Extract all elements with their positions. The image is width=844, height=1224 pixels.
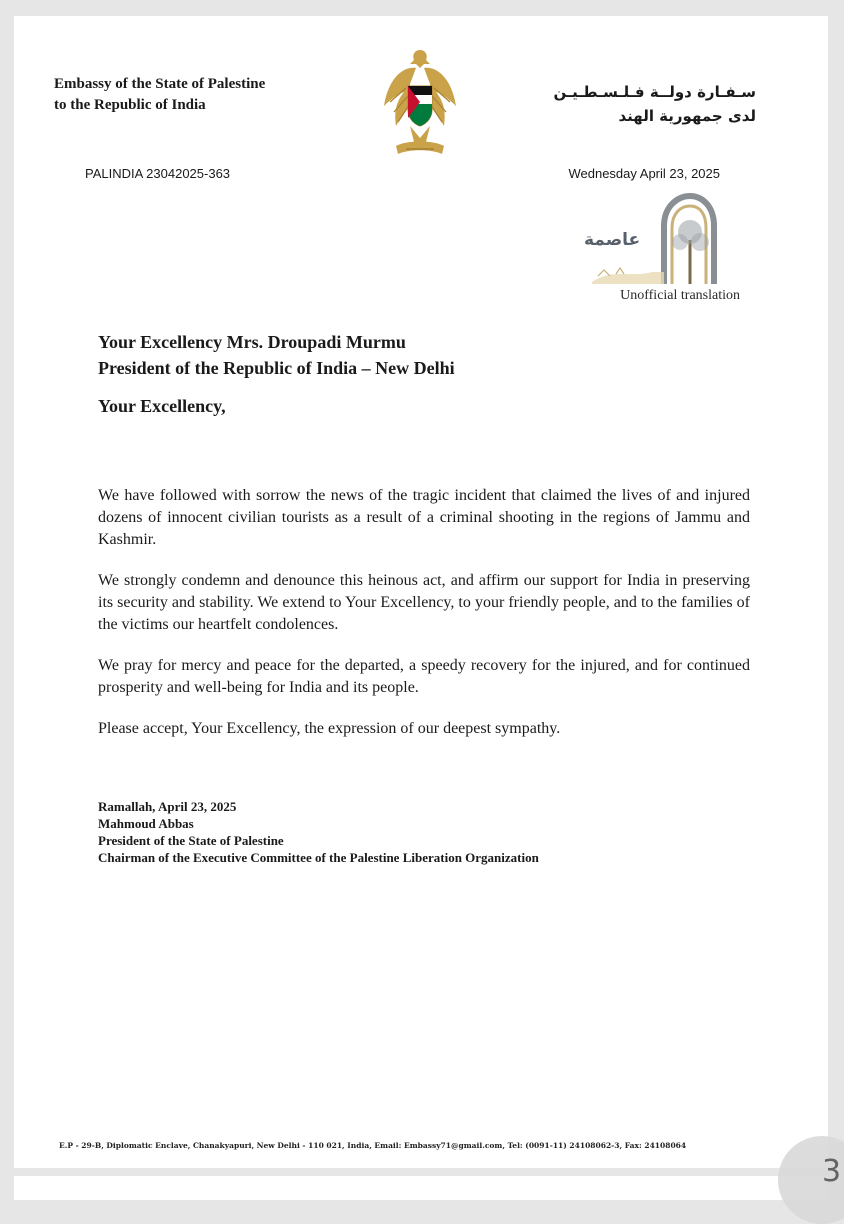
page-indicator-number: 3 xyxy=(822,1154,842,1189)
signature-title-2: Chairman of the Executive Committee of the Palestine Liberation Organization xyxy=(98,850,539,865)
salutation: Your Excellency, xyxy=(98,396,226,416)
signature-place-date: Ramallah, April 23, 2025 xyxy=(98,799,237,814)
body-paragraph-3: We pray for mercy and peace for the departed, a speedy recovery for the injured, and for continued prosperity and well-being for India and its people. xyxy=(98,657,750,696)
embassy-name-en xyxy=(54,74,265,116)
body-paragraph-4: Please accept, Your Excellency, the expression of our deepest sympathy. xyxy=(98,720,561,737)
footer-address: E.P - 29-B, Diplomatic Enclave, Chanakyapuri, New Delhi - 110 021, India, Email: Embassy71@gmail.com, Tel: (0091-11) 24108062-3, Fax: 24108064 xyxy=(59,1141,687,1150)
letter-date: Wednesday April 23, 2025 xyxy=(568,166,720,181)
embassy-ar-line2: لدى جمهورية الهند xyxy=(618,107,756,125)
next-page-edge xyxy=(14,1176,828,1200)
signature-title-1: President of the State of Palestine xyxy=(98,833,284,848)
stamp-arabic-text: عاصمة xyxy=(584,230,641,250)
body-paragraph-1: We have followed with sorrow the news of the tragic incident that claimed the lives of and injured dozens of innocent civilian tourists as a result of a criminal shooting in the regions of Jammu and Kashmir. xyxy=(98,487,750,548)
addressee-block xyxy=(98,329,455,381)
palestine-eagle-emblem-icon xyxy=(376,46,464,158)
embassy-en-line2: to the Republic of India xyxy=(54,97,206,113)
unofficial-translation-label: Unofficial translation xyxy=(620,288,740,303)
letter-body xyxy=(98,485,750,759)
embassy-ar-line1: سـفـارة دولــة فـلـسـطـيـن xyxy=(553,83,756,101)
signature-block xyxy=(98,798,539,866)
embassy-name-ar xyxy=(554,80,756,128)
embassy-en-line1: Embassy of the State of Palestine xyxy=(54,76,266,92)
addressee-line1: Your Excellency Mrs. Droupadi Murmu xyxy=(98,332,406,352)
letter-page xyxy=(14,16,828,1168)
body-paragraph-2: We strongly condemn and denounce this heinous act, and affirm our support for India in preserving its security and stability. We extend to Your Excellency, to your friendly people, and to the families of the victims our heartfelt condolences. xyxy=(98,572,750,633)
reference-number: PALINDIA 23042025-363 xyxy=(85,166,231,181)
addressee-line2: President of the Republic of India – New Delhi xyxy=(98,358,455,378)
signature-name: Mahmoud Abbas xyxy=(98,816,194,831)
